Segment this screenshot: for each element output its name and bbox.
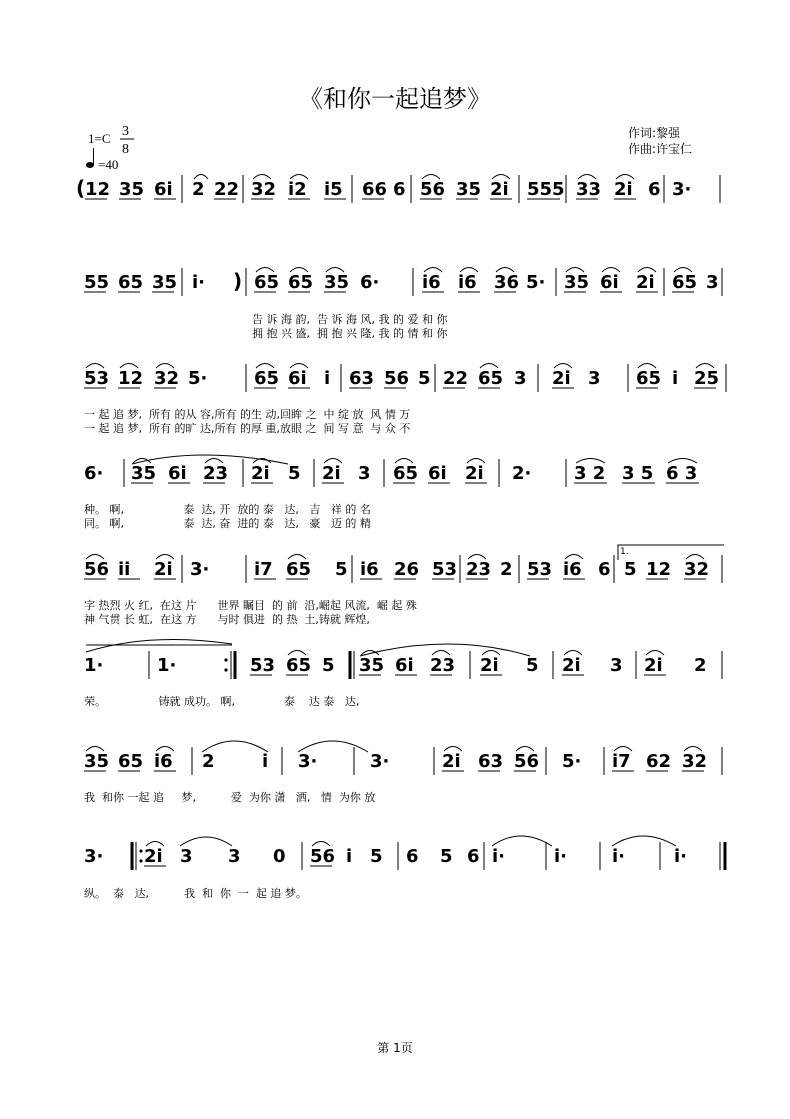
note-group: i· [192, 272, 206, 293]
note-group: 32 [684, 559, 710, 580]
note-group: 3 [706, 272, 719, 293]
note-group: 555 [527, 179, 565, 200]
lyric-line: 告 诉 海 韵, 告 诉 海 风, 我 的 爱 和 你 [252, 313, 448, 326]
note-group: 55 [84, 272, 110, 293]
note-group: 62 [646, 751, 672, 772]
note-group: 2 [192, 179, 205, 200]
notation-row [84, 747, 722, 776]
note-group: 5 [624, 559, 637, 580]
lyric-line: 一 起 追 梦, 所有 的旷 达,所有 的厚 重,放眼 之 间 写 意 与 众 不 [84, 422, 411, 435]
lyric-line: 神 气贯 长 虹, 在这 方 与时 俱进 的 热 土,铸就 辉煌, [84, 613, 370, 626]
note-group: 6i [428, 463, 447, 484]
note-group: 53 [527, 559, 553, 580]
note-group: 5· [188, 368, 208, 389]
note-group: 35 [324, 272, 350, 293]
note-group: i [672, 368, 679, 389]
note-group: 2i [322, 463, 341, 484]
note-group: 12 [85, 179, 111, 200]
note-group: 5 [526, 655, 539, 676]
note-group: 2i [251, 463, 270, 484]
note-group: 6i [600, 272, 619, 293]
note-group: 5 [418, 368, 431, 389]
lyric-line: 字 热烈 火 红, 在这 片 世界 瞩目 的 前 沿,崛起 风流, 崛 起 殊 [84, 599, 417, 612]
note-group: 5 [335, 559, 348, 580]
notation-row [76, 175, 720, 204]
note-group: 63 [349, 368, 375, 389]
note-group: 1· [84, 655, 104, 676]
time-signature-top: 3 [122, 124, 129, 139]
note-group: 12 [646, 559, 672, 580]
note-group: i6 [360, 559, 379, 580]
note-group: 2i [465, 463, 484, 484]
note-group: 3 5 [622, 463, 654, 484]
note-group: ii [118, 559, 131, 580]
note-group: 2i [552, 368, 571, 389]
key-signature: 1=C [88, 131, 111, 146]
note-group: 65 [286, 559, 312, 580]
note-group: i5 [324, 179, 343, 200]
note-group: 3 [588, 368, 601, 389]
note-group: 56 [84, 559, 110, 580]
note-group: 5· [526, 272, 546, 293]
note-group: 0 [273, 846, 286, 867]
lyric-line: 拥 抱 兴 盛, 拥 抱 兴 隆, 我 的 情 和 你 [252, 327, 448, 340]
lyric-line: 种。 啊, 泰 达, 开 放的 泰 达, 吉 祥 的 名 [84, 503, 371, 516]
tempo-marking: =40 [98, 157, 119, 172]
note-group: 6· [360, 272, 380, 293]
page-footer: 第 1页 [377, 1041, 413, 1055]
note-group: 26 [394, 559, 420, 580]
note-group: i6 [458, 272, 477, 293]
note-group: 2i [480, 655, 499, 676]
note-group: 35 [119, 179, 145, 200]
note-group: 2i [562, 655, 581, 676]
note-group: i [324, 368, 331, 389]
notation-row [84, 651, 722, 680]
note-group: 32 [251, 179, 277, 200]
note-group: 2i [614, 179, 633, 200]
note-group: 2i [144, 846, 163, 867]
quarter-note-icon [86, 148, 94, 168]
note-group: 35 [456, 179, 482, 200]
lyric-line: 同。 啊, 泰 达, 奋 进的 泰 达, 豪 迈 的 精 [84, 517, 371, 530]
note-group: 3 2 [574, 463, 606, 484]
lyricist: 作词:黎强 [628, 126, 681, 140]
note-group: 25 [694, 368, 720, 389]
song-title: 《和你一起追梦》 [299, 85, 491, 113]
note-group: i2 [288, 179, 307, 200]
note-group: 3· [370, 751, 390, 772]
note-group: 5 [288, 463, 301, 484]
note-group: i6 [154, 751, 173, 772]
note-group: 56 [310, 846, 336, 867]
note-group: 6 [598, 559, 611, 580]
note-group: 3· [190, 559, 210, 580]
note-group: 53 [432, 559, 458, 580]
note-group: 6i [168, 463, 187, 484]
note-group: i· [554, 846, 568, 867]
note-group: 22 [214, 179, 240, 200]
lyric-line: 纵。 泰 达, 我 和 你 一 起 追 梦。 [84, 887, 307, 900]
note-group: 63 [478, 751, 504, 772]
note-group: 35 [152, 272, 178, 293]
time-signature-bottom: 8 [122, 142, 129, 157]
note-group: 5 [370, 846, 383, 867]
note-group: 6 [648, 179, 661, 200]
parenthesis: ) [233, 269, 243, 293]
note-group: 53 [250, 655, 276, 676]
note-group: 35 [131, 463, 157, 484]
note-group: 3 [610, 655, 623, 676]
header [86, 85, 692, 172]
note-group: 23 [430, 655, 456, 676]
note-group: 5 [322, 655, 335, 676]
lyric-line: 我 和你 一起 追 梦, 爱 为你 潇 洒, 情 为你 放 [84, 791, 376, 804]
note-group: 2 [202, 751, 215, 772]
lyrics [84, 312, 448, 900]
note-group: 6i [154, 179, 173, 200]
note-group: 3 [228, 846, 241, 867]
note-group: 3 [358, 463, 371, 484]
note-group: 2i [490, 179, 509, 200]
note-group: 2i [442, 751, 461, 772]
note-group: 56 [420, 179, 446, 200]
note-group: 3· [672, 179, 692, 200]
notation-row [84, 459, 699, 488]
note-group: 65 [393, 463, 419, 484]
note-group: 12 [118, 368, 144, 389]
repeat-barline [132, 842, 143, 870]
note-group: 3 [514, 368, 527, 389]
note-group: 65 [286, 655, 312, 676]
parenthesis: ( [76, 176, 86, 200]
note-group: 3· [84, 846, 104, 867]
note-group: i7 [254, 559, 273, 580]
note-group: i6 [422, 272, 441, 293]
note-group: 66 [362, 179, 388, 200]
lyric-line: 一 起 追 梦, 所有 的从 容,所有 的生 动,回眸 之 中 绽 放 风 情 万 [84, 408, 411, 421]
note-group: i [346, 846, 353, 867]
repeat-barline [350, 651, 354, 679]
note-group: 6 [393, 179, 406, 200]
note-group: 65 [636, 368, 662, 389]
note-group: 6 3 [666, 463, 698, 484]
volta-label: 1. [620, 547, 629, 557]
note-group: 65 [672, 272, 698, 293]
note-group: 2i [636, 272, 655, 293]
composer: 作曲:许宝仁 [628, 142, 693, 156]
note-group: 6· [84, 463, 104, 484]
note-group: 3· [298, 751, 318, 772]
note-group: 65 [254, 368, 280, 389]
note-group: 32 [682, 751, 708, 772]
note-group: 23 [466, 559, 492, 580]
note-group: 2 [694, 655, 707, 676]
note-group: 2 [500, 559, 513, 580]
final-barline [720, 842, 725, 870]
note-group: 53 [84, 368, 110, 389]
note-group: i [262, 751, 269, 772]
note-group: 6 [467, 846, 480, 867]
note-group: 35 [359, 655, 385, 676]
note-group: 5· [562, 751, 582, 772]
note-group: i· [612, 846, 626, 867]
note-group: 32 [154, 368, 180, 389]
repeat-barline [224, 651, 235, 679]
note-group: 36 [494, 272, 520, 293]
note-group: 56 [384, 368, 410, 389]
note-group: 65 [118, 272, 144, 293]
note-group: 35 [84, 751, 110, 772]
note-group: 23 [203, 463, 229, 484]
note-group: i7 [612, 751, 631, 772]
note-group: 3 [180, 846, 193, 867]
note-group: 33 [576, 179, 602, 200]
notation-row [84, 364, 726, 393]
note-group: 65 [254, 272, 280, 293]
note-group: i6 [563, 559, 582, 580]
notation-row [84, 555, 722, 584]
note-group: i· [674, 846, 688, 867]
note-group: 5 [440, 846, 453, 867]
note-group: 56 [514, 751, 540, 772]
note-group: 22 [443, 368, 469, 389]
note-group: 2· [512, 463, 532, 484]
note-group: 65 [288, 272, 314, 293]
note-group: 65 [478, 368, 504, 389]
note-group: 6i [395, 655, 414, 676]
note-group: 6 [406, 846, 419, 867]
note-group: 65 [118, 751, 144, 772]
note-group: 35 [564, 272, 590, 293]
notation-row [84, 268, 722, 297]
note-group: i· [492, 846, 506, 867]
note-group: 6i [288, 368, 307, 389]
lyric-line: 荣。 铸就 成功。 啊, 泰 达 泰 达, [84, 695, 360, 708]
note-group: 2i [644, 655, 663, 676]
note-group: 1· [157, 655, 177, 676]
note-group: 2i [154, 559, 173, 580]
